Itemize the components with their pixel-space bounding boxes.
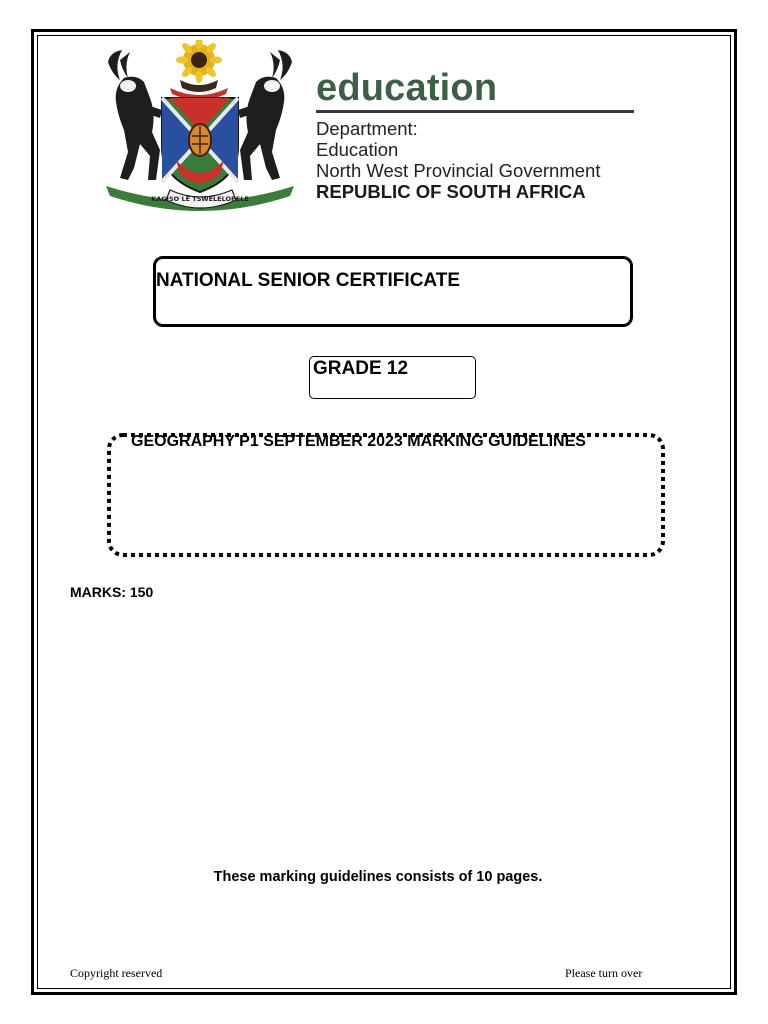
marks-total: MARKS: 150 — [70, 584, 154, 600]
certificate-title: NATIONAL SENIOR CERTIFICATE — [156, 270, 460, 291]
letterhead-rule — [316, 110, 634, 113]
sunflower-crest-icon — [170, 40, 228, 100]
right-antelope-icon — [238, 50, 292, 180]
footer-copyright: Copyright reserved — [70, 966, 163, 980]
coat-of-arms-emblem — [100, 40, 300, 220]
footer-turn-over: Please turn over — [565, 966, 643, 980]
country-name: REPUBLIC OF SOUTH AFRICA — [316, 181, 586, 202]
subject-title: GEOGRAPHY P1 SEPTEMBER 2023 MARKING GUIDELINES — [131, 433, 586, 450]
grade-label: GRADE 12 — [313, 358, 409, 379]
left-antelope-icon — [108, 50, 162, 180]
department-name: Education — [316, 139, 399, 160]
shield-icon — [162, 98, 238, 192]
svg-text:KAGISO LE TSWELELOPELE: KAGISO LE TSWELELOPELE — [151, 195, 249, 203]
brand-wordmark: education — [316, 67, 498, 109]
government-name: North West Provincial Government — [316, 160, 601, 181]
department-label: Department: — [316, 118, 418, 139]
letterhead — [316, 66, 636, 202]
page-count-note: These marking guidelines consists of 10 pages. — [213, 869, 543, 885]
